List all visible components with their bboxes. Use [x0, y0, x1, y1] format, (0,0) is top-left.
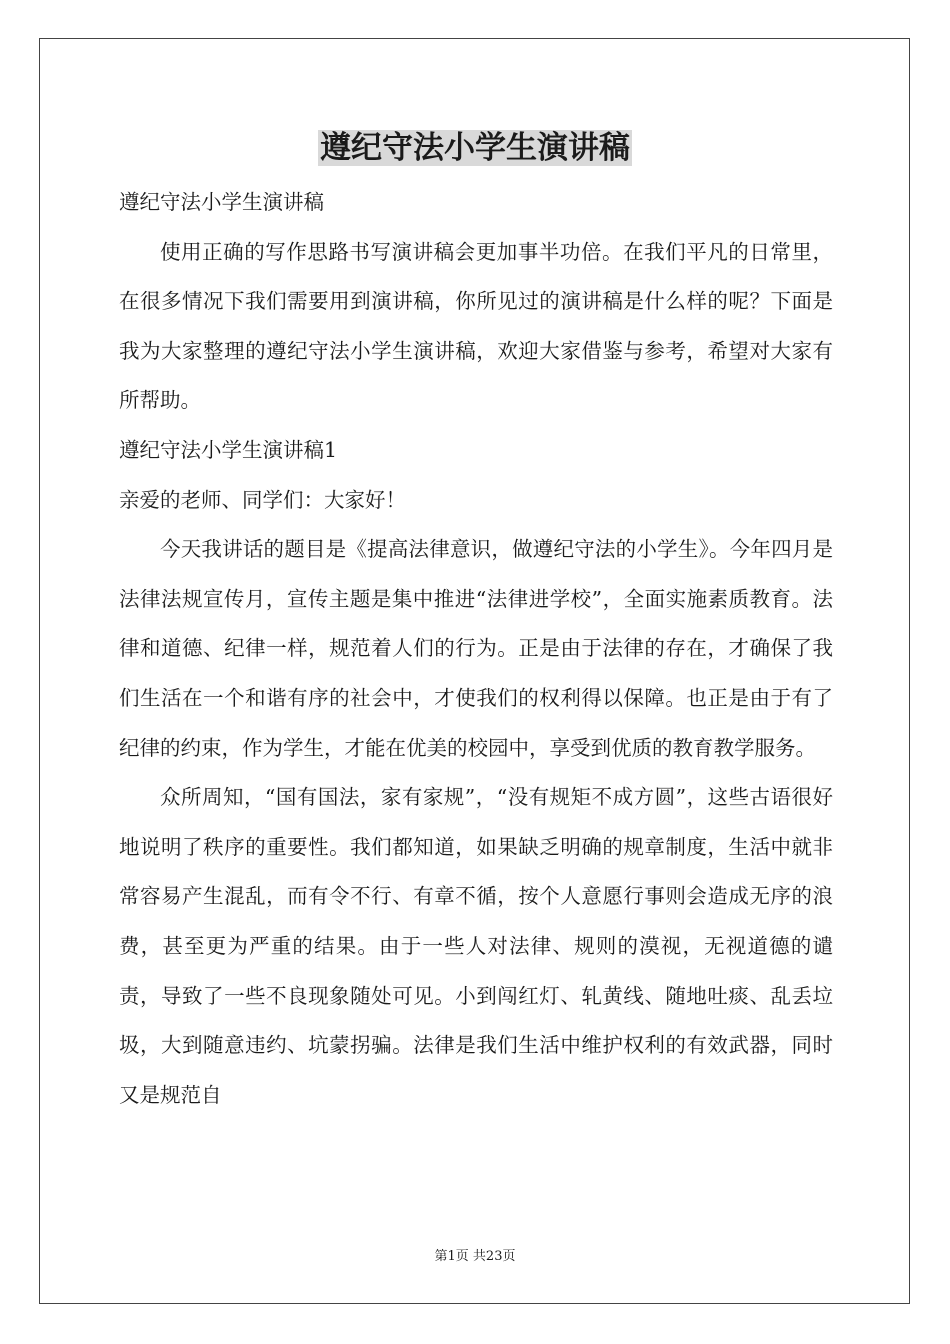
page-footer: 第1页 共23页 [434, 1249, 516, 1264]
document-title-text: 遵纪守法小学生演讲稿 [320, 130, 630, 166]
body-paragraph: 亲爱的老师、同学们：大家好！ [119, 487, 406, 512]
document-body [119, 178, 833, 1120]
body-paragraph: 遵纪守法小学生演讲稿 [119, 190, 324, 214]
body-paragraph: 今天我讲话的题目是《提高法律意识，做遵纪守法的小学生》。今年四月是法律法规宣传月，宣传主题是集中推进“法律进学校”，全面实施素质教育。法律和道德、纪律一样，规范着人们的行为。正是由于法律的存在，才确保了我们生活在一个和谐有序的社会中，才使我们的权利得以保障。也正是由于有了纪律的约束，作为学生，才能在优美的校园中，享受到优质的教育教学服务。 [119, 537, 833, 760]
body-paragraph: 遵纪守法小学生演讲稿1 [119, 437, 338, 462]
body-paragraph: 使用正确的写作思路书写演讲稿会更加事半功倍。在我们平凡的日常里，在很多情况下我们需要用到演讲稿，你所见过的演讲稿是什么样的呢？下面是我为大家整理的遵纪守法小学生演讲稿，欢迎大家借鉴与参考，希望对大家有所帮助。 [119, 239, 833, 413]
body-paragraph: 众所周知，“国有国法，家有家规”，“没有规矩不成方圆”，这些古语很好地说明了秩序的重要性。我们都知道，如果缺乏明确的规章制度，生活中就非常容易产生混乱，而有令不行、有章不循，按个人意愿行事则会造成无序的浪费，甚至更为严重的结果。由于一些人对法律、规则的漠视，无视道德的谴责，导致了一些不良现象随处可见。小到闯红灯、轧黄线、随地吐痰、乱丢垃圾，大到随意违约、坑蒙拐骗。法律是我们生活中维护权利的有效武器，同时又是规范自 [119, 785, 833, 1107]
document-title [0, 126, 950, 170]
